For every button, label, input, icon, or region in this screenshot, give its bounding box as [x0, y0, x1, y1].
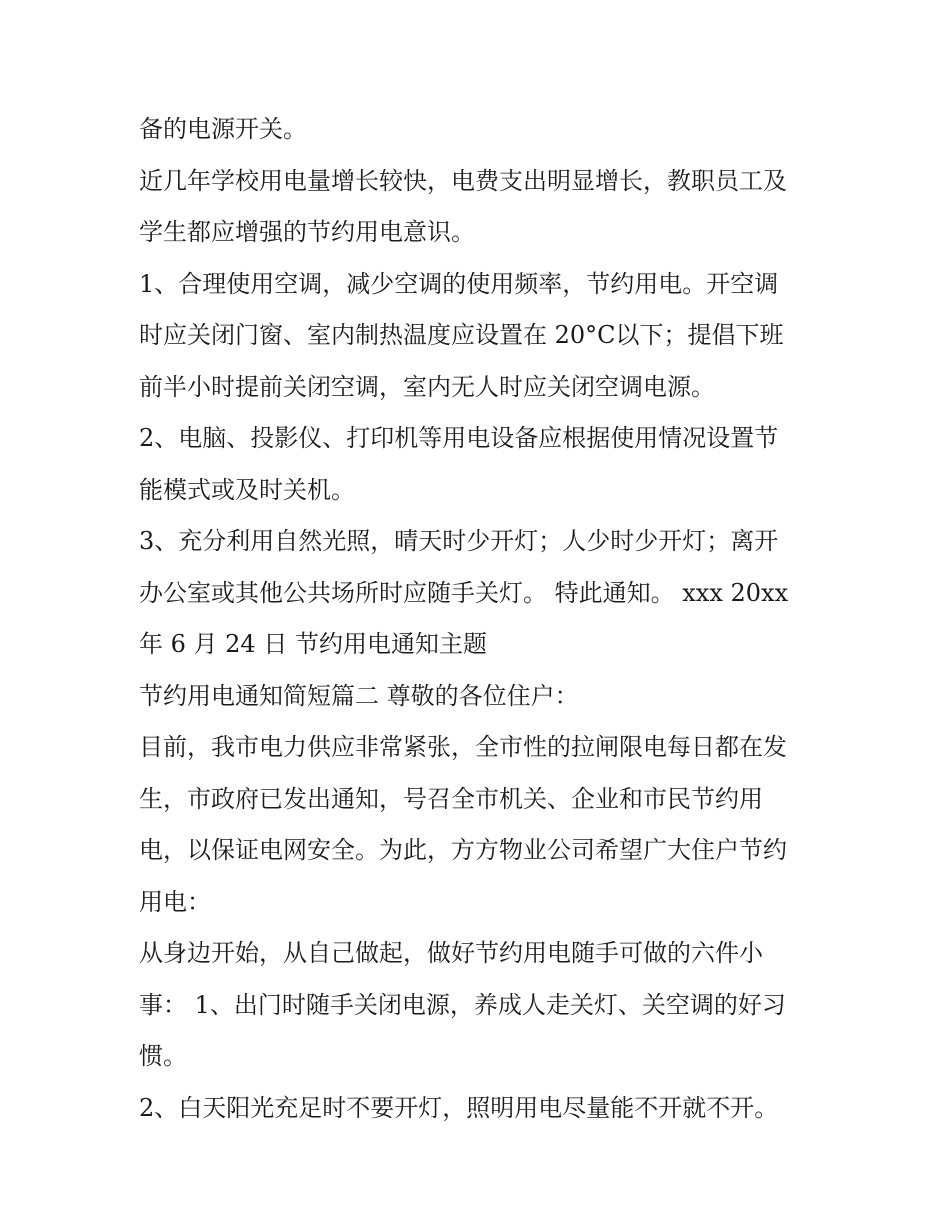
document-body: [139, 104, 819, 1134]
text-line: 事： 1、出门时随手关闭电源，养成人走关灯、关空调的好习: [139, 990, 786, 1019]
text-line: 电，以保证电网安全。为此，方方物业公司希望广大住户节约: [139, 836, 787, 864]
text-line: 从身边开始，从自己做起，做好节约用电随手可做的六件小: [139, 939, 763, 967]
text-line: 备的电源开关。: [139, 115, 307, 143]
text-line: 生，市政府已发出通知，号召全市机关、企业和市民节约用: [139, 784, 763, 813]
text-line: 目前，我市电力供应非常紧张，全市性的拉闸限电每日都在发: [139, 733, 787, 761]
text-line: 时应关闭门窗、室内制热温度应设置在 20°C以下；提倡下班: [139, 321, 784, 349]
text-line: 用电：: [139, 887, 211, 916]
text-line: 办公室或其他公共场所时应随手关灯。 特此通知。 xxx 20xx: [139, 578, 789, 607]
text-line: 3、充分利用自然光照，晴天时少开灯；人少时少开灯；离开: [139, 527, 779, 555]
text-line: 能模式或及时关机。: [139, 475, 355, 504]
text-line: 前半小时提前关闭空调，室内无人时应关闭空调电源。: [139, 372, 715, 401]
text-line: 1、合理使用空调，减少空调的使用频率，节约用电。开空调: [139, 269, 779, 298]
text-line: 节约用电通知简短篇二 尊敬的各位住户：: [139, 681, 579, 710]
text-line: 惯。: [139, 1042, 187, 1070]
text-line: 年 6 月 24 日 节约用电通知主题: [139, 630, 487, 658]
text-line: 2、电脑、投影仪、打印机等用电设备应根据使用情况设置节: [139, 424, 779, 452]
text-line: 近几年学校用电量增长较快，电费支出明显增长，教职员工及: [139, 166, 787, 195]
text-line: 学生都应增强的节约用电意识。: [139, 218, 475, 246]
text-line: 2、白天阳光充足时不要开灯，照明用电尽量能不开就不开。: [139, 1093, 779, 1122]
